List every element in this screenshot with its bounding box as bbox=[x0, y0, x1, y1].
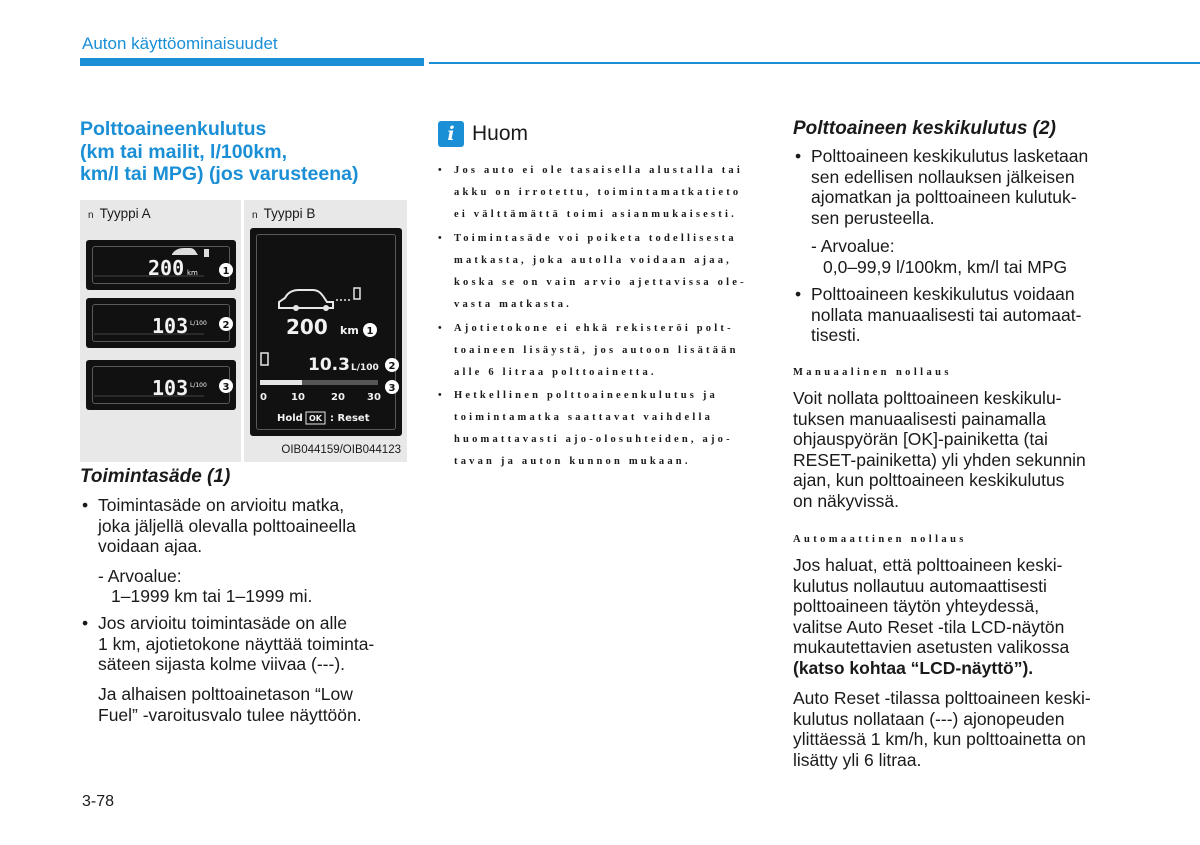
bullet-dot: • bbox=[82, 495, 89, 515]
consumption-bar-fill bbox=[260, 380, 302, 385]
auto-reset-text: Jos haluat, että polttoaineen keski- kulutus nollautuu automaattisesti polttoaineen täytön yhteydessä, valitse Auto Reset -tila LCD-näytön mukautettavien asetusten valikossa (katso kohtaa “LCD-näyttö”). bbox=[793, 555, 1070, 678]
bullet-dot: • bbox=[795, 284, 802, 304]
marker-2-label: 2 bbox=[388, 361, 396, 372]
note-item: • Hetkellinen polttoaineenkulutus ja toimintamatka saattavat vaihdella huomattavasti ajo-olosuhteiden, ajo- tavan ja auton kunnon mukaan. bbox=[438, 390, 733, 467]
type-b-panel bbox=[250, 228, 402, 436]
type-a-range-value: 200 bbox=[148, 256, 185, 280]
type-a-inst-unit: L/100 bbox=[190, 382, 207, 389]
reset-text: : Reset bbox=[330, 413, 370, 424]
scale-tick: 10 bbox=[291, 392, 305, 403]
type-a-inst-lcd bbox=[86, 360, 236, 410]
type-a-avg-unit: L/100 bbox=[190, 320, 207, 327]
type-a-panel-inst bbox=[86, 360, 236, 410]
average-range-value: 0,0–99,9 l/100km, km/l tai MPG bbox=[823, 257, 1068, 277]
type-b-lcd bbox=[250, 228, 402, 436]
heading-line: Polttoaineenkulutus bbox=[80, 118, 267, 140]
marker-1-label: 1 bbox=[222, 266, 230, 277]
scale-tick: 20 bbox=[331, 392, 345, 403]
type-a-panel-avg bbox=[86, 298, 236, 348]
type-a-avg-value: 103 bbox=[152, 314, 189, 338]
note-title: Huom bbox=[472, 122, 529, 145]
section-title: Auton käyttöominaisuudet bbox=[82, 34, 278, 53]
display-figure bbox=[80, 200, 407, 462]
lcd-display-reference: (katso kohtaa “LCD-näyttö”). bbox=[793, 657, 1034, 678]
type-b-cons-unit: L/100 bbox=[351, 363, 379, 373]
subheading-average: Polttoaineen keskikulutus (2) bbox=[793, 118, 1056, 139]
type-a-inst-value: 103 bbox=[152, 376, 189, 400]
page-number: 3-78 bbox=[82, 793, 115, 810]
fuel-pump-icon bbox=[204, 249, 209, 257]
marker-1-label: 1 bbox=[366, 326, 374, 337]
scale-tick: 30 bbox=[367, 392, 381, 403]
reset-description: Polttoaineen keskikulutus voidaan nollata manuaalisesti tai automaat- tisesti. bbox=[811, 284, 1082, 345]
figure-divider bbox=[241, 200, 244, 462]
note-item: • Ajotietokone ei ehkä rekisteröi polt- toaineen lisäystä, jos autoon lisätään alle 6 litraa polttoainetta. bbox=[438, 323, 739, 378]
type-b-range-unit: km bbox=[340, 324, 359, 337]
type-a-range-unit: km bbox=[187, 269, 198, 277]
manual-reset-heading: Manuaalinen nollaus bbox=[793, 367, 952, 378]
low-range-description: Jos arvioitu toimintasäde on alle 1 km, ajotietokone näyttää toiminta- säteen sijasta kolme viivaa (---). bbox=[98, 613, 375, 674]
type-b-range-value: 200 bbox=[286, 315, 328, 339]
type-a-panel-range bbox=[86, 240, 236, 290]
marker-3-label: 3 bbox=[388, 383, 396, 394]
auto-reset-heading: Automaattinen nollaus bbox=[793, 534, 967, 545]
section-heading bbox=[80, 118, 420, 186]
auto-reset-behavior: Auto Reset -tilassa polttoaineen keski- kulutus nollataan (---) ajonopeuden ylittäessä 1 km/h, kun polttoainetta on lisätty yli 6 litraa. bbox=[793, 688, 1091, 770]
range-value: 1–1999 km tai 1–1999 mi. bbox=[111, 586, 313, 606]
scale-tick: 0 bbox=[260, 392, 267, 403]
info-icon: i bbox=[438, 121, 464, 147]
type-b-label: n Tyyppi B bbox=[252, 206, 316, 221]
subheading-range: Toimintasäde (1) bbox=[80, 466, 231, 487]
manual-reset-text: Voit nollata polttoaineen keskikulu- tuksen manuaalisesti painamalla ohjauspyörän [OK]-painiketta (tai RESET-painiketta) yli yhden sekunnin ajan, kun polttoaineen keskikulutus on näkyvissä. bbox=[793, 388, 1086, 511]
average-description: Polttoaineen keskikulutus lasketaan sen edellisen nollauksen jälkeisen ajomatkan ja polttoaineen kulutuk- sen perusteella. bbox=[811, 146, 1089, 228]
average-range-label: - Arvoalue: bbox=[811, 236, 895, 256]
note-item: • Jos auto ei ole tasaisella alustalla tai akku on irrotettu, toimintamatkatieto ei välttämättä toimi asianmukaisesti. bbox=[438, 165, 743, 220]
car-icon bbox=[172, 248, 198, 255]
ok-text: OK bbox=[309, 414, 322, 423]
range-label: - Arvoalue: bbox=[98, 566, 182, 586]
heading-line: km/l tai MPG) (jos varusteena) bbox=[80, 163, 359, 185]
low-fuel-note: Ja alhaisen polttoainetason “Low Fuel” -varoitusvalo tulee näyttöön. bbox=[98, 684, 362, 725]
fuel-pump-icon bbox=[354, 288, 360, 299]
type-a-label: n Tyyppi A bbox=[88, 206, 151, 221]
note-item: • Toimintasäde voi poiketa todellisesta matkasta, joka autolla voidaan ajaa, koska se on vain arvio ajettavissa ole- vasta matkasta. bbox=[438, 233, 747, 310]
heading-line: (km tai mailit, l/100km, bbox=[80, 140, 288, 163]
marker-3-label: 3 bbox=[222, 382, 230, 393]
header-bar bbox=[80, 58, 424, 66]
header-rule bbox=[429, 62, 1200, 64]
figure-caption: OIB044159/OIB044123 bbox=[281, 444, 401, 456]
bullet-dot: • bbox=[795, 146, 802, 166]
type-a-range-lcd bbox=[86, 240, 236, 290]
type-b-cons-value: 10.3 bbox=[308, 355, 350, 375]
fuel-icon bbox=[261, 353, 268, 365]
hold-text: Hold bbox=[277, 413, 303, 424]
type-a-avg-lcd bbox=[86, 298, 236, 348]
marker-2-label: 2 bbox=[222, 320, 230, 331]
bullet-dot: • bbox=[82, 613, 89, 633]
range-description: Toimintasäde on arvioitu matka, joka jäljellä olevalla polttoaineella voidaan ajaa. bbox=[98, 495, 356, 556]
